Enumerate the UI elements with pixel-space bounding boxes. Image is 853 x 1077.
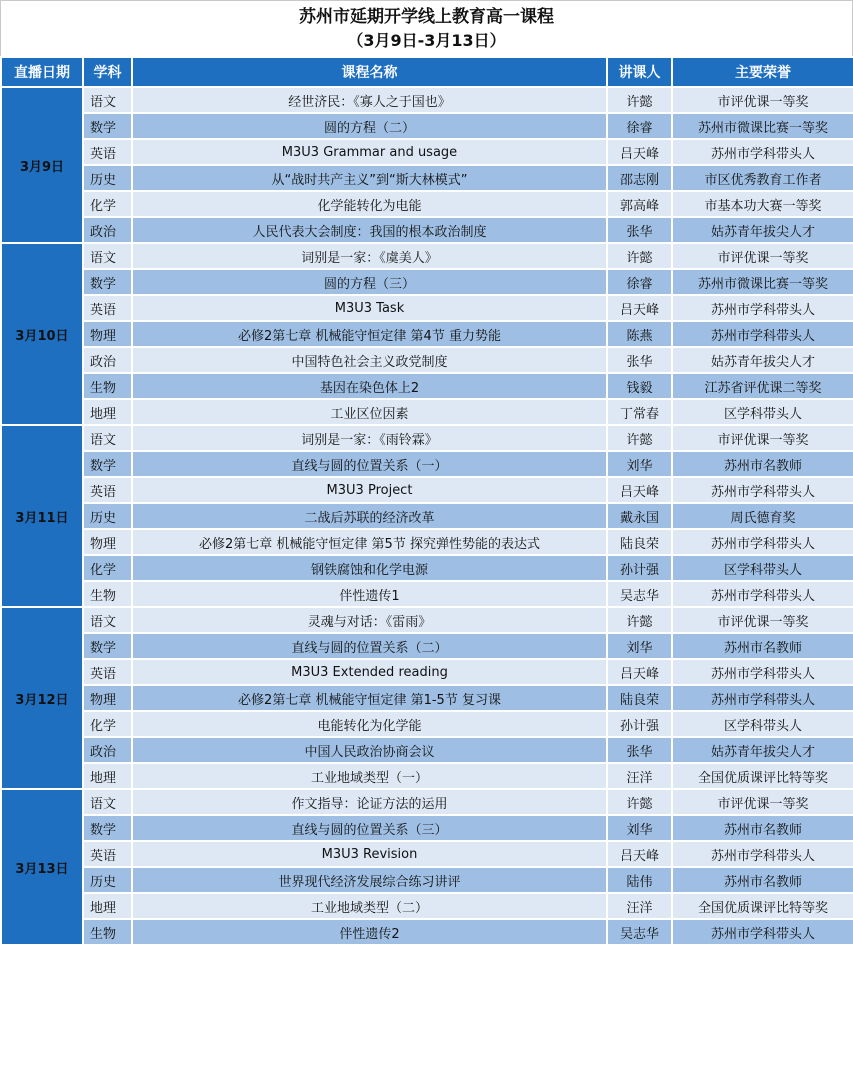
honor-cell: 苏州市学科带头人 — [672, 659, 853, 685]
subject-cell: 数学 — [83, 451, 132, 477]
honor-cell: 市评优课一等奖 — [672, 87, 853, 113]
subject-cell: 政治 — [83, 217, 132, 243]
subject-cell: 化学 — [83, 555, 132, 581]
course-cell: M3U3 Revision — [132, 841, 607, 867]
honor-cell: 区学科带头人 — [672, 555, 853, 581]
honor-cell: 苏州市微课比赛一等奖 — [672, 269, 853, 295]
teacher-cell: 徐睿 — [607, 113, 672, 139]
subject-cell: 语文 — [83, 789, 132, 815]
teacher-cell: 孙计强 — [607, 555, 672, 581]
honor-cell: 苏州市学科带头人 — [672, 685, 853, 711]
table-row — [1, 399, 853, 425]
table-row — [1, 191, 853, 217]
table-row — [1, 321, 853, 347]
honor-cell: 苏州市学科带头人 — [672, 477, 853, 503]
honor-cell: 市评优课一等奖 — [672, 425, 853, 451]
honor-cell: 区学科带头人 — [672, 399, 853, 425]
course-cell: M3U3 Task — [132, 295, 607, 321]
table-row — [1, 581, 853, 607]
honor-cell: 市评优课一等奖 — [672, 607, 853, 633]
honor-cell: 苏州市名教师 — [672, 867, 853, 893]
subject-cell: 政治 — [83, 737, 132, 763]
course-cell: 二战后苏联的经济改革 — [132, 503, 607, 529]
teacher-cell: 许懿 — [607, 243, 672, 269]
table-row — [1, 555, 853, 581]
course-cell: 伴性遗传2 — [132, 919, 607, 945]
honor-cell: 苏州市学科带头人 — [672, 529, 853, 555]
course-cell: 词别是一家：《虞美人》 — [132, 243, 607, 269]
teacher-cell: 陆良荣 — [607, 529, 672, 555]
table-row — [1, 633, 853, 659]
honor-cell: 苏州市学科带头人 — [672, 139, 853, 165]
table-row — [1, 815, 853, 841]
subject-cell: 数学 — [83, 633, 132, 659]
table-row — [1, 269, 853, 295]
course-cell: 伴性遗传1 — [132, 581, 607, 607]
course-cell: 直线与圆的位置关系（一） — [132, 451, 607, 477]
teacher-cell: 许懿 — [607, 789, 672, 815]
course-cell: 词别是一家：《雨铃霖》 — [132, 425, 607, 451]
teacher-cell: 邵志刚 — [607, 165, 672, 191]
col-header-subject: 学科 — [83, 57, 132, 87]
course-cell: 人民代表大会制度：我国的根本政治制度 — [132, 217, 607, 243]
honor-cell: 苏州市名教师 — [672, 633, 853, 659]
subject-cell: 物理 — [83, 529, 132, 555]
page-title: 苏州市延期开学线上教育高一课程 — [299, 7, 554, 27]
teacher-cell: 徐睿 — [607, 269, 672, 295]
col-header-date: 直播日期 — [1, 57, 83, 87]
honor-cell: 苏州市学科带头人 — [672, 841, 853, 867]
date-cell: 3月9日 — [1, 87, 83, 243]
subject-cell: 物理 — [83, 321, 132, 347]
date-cell: 3月12日 — [1, 607, 83, 789]
table-row — [1, 867, 853, 893]
course-cell: 基因在染色体上2 — [132, 373, 607, 399]
course-cell: 化学能转化为电能 — [132, 191, 607, 217]
subject-cell: 英语 — [83, 295, 132, 321]
teacher-cell: 戴永国 — [607, 503, 672, 529]
honor-cell: 姑苏青年拔尖人才 — [672, 737, 853, 763]
table-row — [1, 243, 853, 269]
table-row — [1, 373, 853, 399]
teacher-cell: 许懿 — [607, 425, 672, 451]
honor-cell: 全国优质课评比特等奖 — [672, 893, 853, 919]
course-cell: M3U3 Grammar and usage — [132, 139, 607, 165]
subject-cell: 生物 — [83, 373, 132, 399]
teacher-cell: 刘华 — [607, 451, 672, 477]
table-row — [1, 295, 853, 321]
honor-cell: 周氏德育奖 — [672, 503, 853, 529]
subject-cell: 语文 — [83, 607, 132, 633]
teacher-cell: 吕天峰 — [607, 841, 672, 867]
teacher-cell: 汪洋 — [607, 893, 672, 919]
honor-cell: 苏州市名教师 — [672, 815, 853, 841]
table-row — [1, 737, 853, 763]
course-cell: 直线与圆的位置关系（二） — [132, 633, 607, 659]
honor-cell: 市评优课一等奖 — [672, 243, 853, 269]
table-row — [1, 113, 853, 139]
table-row — [1, 477, 853, 503]
teacher-cell: 张华 — [607, 347, 672, 373]
honor-cell: 苏州市学科带头人 — [672, 321, 853, 347]
subject-cell: 数学 — [83, 269, 132, 295]
subject-cell: 英语 — [83, 841, 132, 867]
honor-cell: 江苏省评优课二等奖 — [672, 373, 853, 399]
course-cell: 灵魂与对话：《雷雨》 — [132, 607, 607, 633]
honor-cell: 区学科带头人 — [672, 711, 853, 737]
course-cell: 钢铁腐蚀和化学电源 — [132, 555, 607, 581]
course-cell: M3U3 Extended reading — [132, 659, 607, 685]
subject-cell: 地理 — [83, 399, 132, 425]
honor-cell: 市区优秀教育工作者 — [672, 165, 853, 191]
table-row — [1, 165, 853, 191]
table-row — [1, 919, 853, 945]
subject-cell: 语文 — [83, 243, 132, 269]
honor-cell: 市评优课一等奖 — [672, 789, 853, 815]
honor-cell: 苏州市名教师 — [672, 451, 853, 477]
teacher-cell: 孙计强 — [607, 711, 672, 737]
course-cell: 直线与圆的位置关系（三） — [132, 815, 607, 841]
subject-cell: 英语 — [83, 139, 132, 165]
subject-cell: 语文 — [83, 87, 132, 113]
subject-cell: 历史 — [83, 867, 132, 893]
course-cell: M3U3 Project — [132, 477, 607, 503]
col-header-honor: 主要荣誉 — [672, 57, 853, 87]
table-row — [1, 347, 853, 373]
teacher-cell: 吕天峰 — [607, 477, 672, 503]
col-header-course: 课程名称 — [132, 57, 607, 87]
table-row — [1, 659, 853, 685]
teacher-cell: 吕天峰 — [607, 295, 672, 321]
subject-cell: 语文 — [83, 425, 132, 451]
teacher-cell: 吴志华 — [607, 919, 672, 945]
subject-cell: 地理 — [83, 893, 132, 919]
subject-cell: 英语 — [83, 659, 132, 685]
teacher-cell: 钱毅 — [607, 373, 672, 399]
table-row — [1, 607, 853, 633]
schedule-table — [0, 56, 853, 946]
header-row — [1, 57, 853, 87]
course-cell: 世界现代经济发展综合练习讲评 — [132, 867, 607, 893]
teacher-cell: 刘华 — [607, 633, 672, 659]
table-row — [1, 685, 853, 711]
course-cell: 电能转化为化学能 — [132, 711, 607, 737]
subject-cell: 数学 — [83, 815, 132, 841]
teacher-cell: 许懿 — [607, 87, 672, 113]
teacher-cell: 刘华 — [607, 815, 672, 841]
table-row — [1, 425, 853, 451]
course-cell: 经世济民：《寡人之于国也》 — [132, 87, 607, 113]
honor-cell: 苏州市学科带头人 — [672, 581, 853, 607]
honor-cell: 苏州市微课比赛一等奖 — [672, 113, 853, 139]
table-row — [1, 139, 853, 165]
honor-cell: 姑苏青年拔尖人才 — [672, 347, 853, 373]
table-row — [1, 789, 853, 815]
course-cell: 工业地域类型（一） — [132, 763, 607, 789]
honor-cell: 苏州市学科带头人 — [672, 919, 853, 945]
schedule-body — [1, 87, 853, 945]
course-cell: 必修2第七章 机械能守恒定律 第4节 重力势能 — [132, 321, 607, 347]
course-cell: 圆的方程（三） — [132, 269, 607, 295]
subject-cell: 数学 — [83, 113, 132, 139]
subject-cell: 英语 — [83, 477, 132, 503]
teacher-cell: 郭高峰 — [607, 191, 672, 217]
course-cell: 中国人民政治协商会议 — [132, 737, 607, 763]
teacher-cell: 丁常春 — [607, 399, 672, 425]
table-row — [1, 529, 853, 555]
table-row — [1, 841, 853, 867]
subject-cell: 政治 — [83, 347, 132, 373]
honor-cell: 市基本功大赛一等奖 — [672, 191, 853, 217]
subject-cell: 物理 — [83, 685, 132, 711]
course-cell: 中国特色社会主义政党制度 — [132, 347, 607, 373]
table-row — [1, 451, 853, 477]
teacher-cell: 陆伟 — [607, 867, 672, 893]
col-header-teacher: 讲课人 — [607, 57, 672, 87]
teacher-cell: 张华 — [607, 737, 672, 763]
page-subtitle: （3月9日-3月13日） — [347, 31, 506, 50]
course-cell: 工业地域类型（二） — [132, 893, 607, 919]
date-cell: 3月13日 — [1, 789, 83, 945]
teacher-cell: 汪洋 — [607, 763, 672, 789]
teacher-cell: 陆良荣 — [607, 685, 672, 711]
course-cell: 圆的方程（二） — [132, 113, 607, 139]
subject-cell: 生物 — [83, 919, 132, 945]
teacher-cell: 吕天峰 — [607, 659, 672, 685]
teacher-cell: 吴志华 — [607, 581, 672, 607]
subject-cell: 地理 — [83, 763, 132, 789]
teacher-cell: 吕天峰 — [607, 139, 672, 165]
table-row — [1, 893, 853, 919]
subject-cell: 历史 — [83, 165, 132, 191]
course-cell: 必修2第七章 机械能守恒定律 第5节 探究弹性势能的表达式 — [132, 529, 607, 555]
teacher-cell: 陈燕 — [607, 321, 672, 347]
subject-cell: 生物 — [83, 581, 132, 607]
table-row — [1, 711, 853, 737]
honor-cell: 全国优质课评比特等奖 — [672, 763, 853, 789]
date-cell: 3月10日 — [1, 243, 83, 425]
course-cell: 从“战时共产主义”到“斯大林模式” — [132, 165, 607, 191]
course-cell: 必修2第七章 机械能守恒定律 第1-5节 复习课 — [132, 685, 607, 711]
subject-cell: 化学 — [83, 711, 132, 737]
table-row — [1, 217, 853, 243]
table-row — [1, 503, 853, 529]
teacher-cell: 张华 — [607, 217, 672, 243]
teacher-cell: 许懿 — [607, 607, 672, 633]
honor-cell: 苏州市学科带头人 — [672, 295, 853, 321]
subject-cell: 历史 — [83, 503, 132, 529]
table-row — [1, 87, 853, 113]
date-cell: 3月11日 — [1, 425, 83, 607]
title-block — [0, 0, 853, 56]
subject-cell: 化学 — [83, 191, 132, 217]
table-row — [1, 763, 853, 789]
course-cell: 工业区位因素 — [132, 399, 607, 425]
course-cell: 作文指导：论证方法的运用 — [132, 789, 607, 815]
honor-cell: 姑苏青年拔尖人才 — [672, 217, 853, 243]
